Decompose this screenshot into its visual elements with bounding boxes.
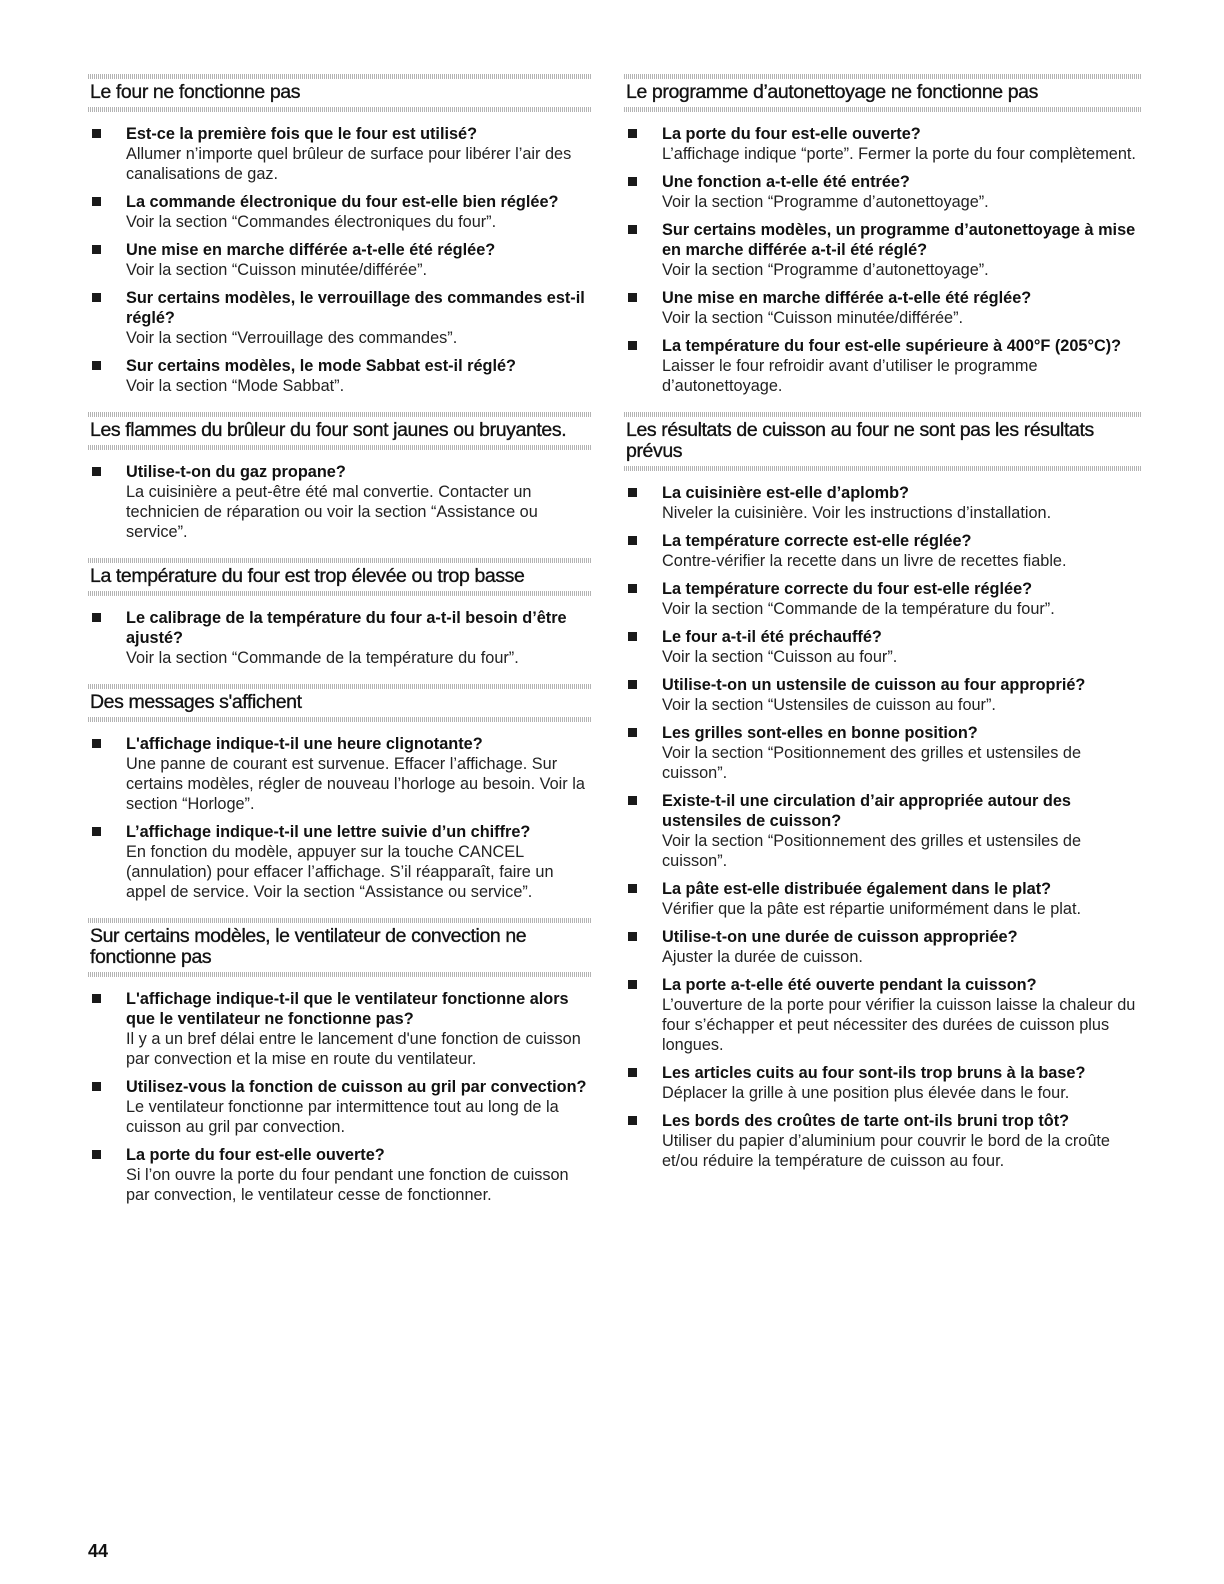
- list-item: [624, 1063, 1142, 1103]
- question: Utilise-t-on du gaz propane?: [126, 463, 346, 481]
- question-list: [88, 462, 591, 542]
- square-bullet-icon: [628, 488, 637, 497]
- list-item: [624, 791, 1142, 871]
- section-title: Le programme d’autonettoyage ne fonctionne pas: [626, 81, 1038, 103]
- troubleshooting-section: [88, 558, 591, 668]
- answer: Voir la section “Programme d’autonettoyage”.: [662, 193, 989, 211]
- list-item: [624, 579, 1142, 619]
- section-title: La température du four est trop élevée ou trop basse: [90, 565, 525, 587]
- list-item: [88, 240, 591, 280]
- square-bullet-icon: [92, 129, 101, 138]
- list-item: [624, 336, 1142, 396]
- question-list: [88, 124, 591, 396]
- question: Le four a-t-il été préchauffé?: [662, 628, 882, 646]
- troubleshooting-section: [624, 74, 1142, 396]
- answer: Allumer n’importe quel brûleur de surface pour libérer l’air des canalisations de gaz.: [126, 145, 572, 183]
- answer: Voir la section “Cuisson au four”.: [662, 648, 898, 666]
- answer: Voir la section “Positionnement des grilles et ustensiles de cuisson”.: [662, 744, 1082, 782]
- square-bullet-icon: [92, 1082, 101, 1091]
- section-header: [88, 74, 591, 112]
- section-header: [624, 412, 1142, 471]
- list-item: [88, 734, 591, 814]
- list-item: [624, 675, 1142, 715]
- answer: Ajuster la durée de cuisson.: [662, 948, 863, 966]
- question: Est-ce la première fois que le four est utilisé?: [126, 125, 478, 143]
- square-bullet-icon: [92, 739, 101, 748]
- answer: Utiliser du papier d’aluminium pour couvrir le bord de la croûte et/ou réduire la température de cuisson au four.: [662, 1132, 1110, 1170]
- square-bullet-icon: [628, 225, 637, 234]
- question: Utilise-t-on une durée de cuisson appropriée?: [662, 928, 1018, 946]
- question: La cuisinière est-elle d’aplomb?: [662, 484, 910, 502]
- square-bullet-icon: [92, 361, 101, 370]
- answer: Contre-vérifier la recette dans un livre de recettes fiable.: [662, 552, 1067, 570]
- question: Une fonction a-t-elle été entrée?: [662, 173, 910, 191]
- square-bullet-icon: [92, 827, 101, 836]
- answer: En fonction du modèle, appuyer sur la touche CANCEL (annulation) pour effacer l’affichage. S’il réapparaît, faire un appel de service. Voir la section “Assistance ou service”.: [126, 843, 554, 901]
- question: Les grilles sont-elles en bonne position?: [662, 724, 978, 742]
- list-item: [88, 1145, 591, 1205]
- list-item: [624, 288, 1142, 328]
- question: Sur certains modèles, le mode Sabbat est-il réglé?: [126, 357, 516, 375]
- list-item: [88, 288, 591, 348]
- list-item: [624, 627, 1142, 667]
- square-bullet-icon: [92, 245, 101, 254]
- square-bullet-icon: [628, 632, 637, 641]
- square-bullet-icon: [92, 994, 101, 1003]
- answer: L’ouverture de la porte pour vérifier la cuisson laisse la chaleur du four s’échapper et peut nécessiter des durées de cuisson plus longues.: [662, 996, 1136, 1054]
- square-bullet-icon: [628, 1068, 637, 1077]
- question: La porte a-t-elle été ouverte pendant la cuisson?: [662, 976, 1037, 994]
- answer: Voir la section “Cuisson minutée/différée”.: [126, 261, 428, 279]
- square-bullet-icon: [628, 932, 637, 941]
- question: Existe-t-il une circulation d’air appropriée autour des ustensiles de cuisson?: [662, 792, 1071, 830]
- square-bullet-icon: [628, 341, 637, 350]
- list-item: [88, 1077, 591, 1137]
- list-item: [88, 608, 591, 668]
- square-bullet-icon: [628, 129, 637, 138]
- section-header: [624, 74, 1142, 112]
- question: Le calibrage de la température du four a-t-il besoin d’être ajusté?: [126, 609, 567, 647]
- square-bullet-icon: [92, 197, 101, 206]
- answer: Voir la section “Mode Sabbat”.: [126, 377, 345, 395]
- list-item: [88, 462, 591, 542]
- list-item: [624, 723, 1142, 783]
- question: La commande électronique du four est-elle bien réglée?: [126, 193, 559, 211]
- troubleshooting-section: [88, 412, 591, 542]
- answer: Voir la section “Commandes électroniques du four”.: [126, 213, 497, 231]
- troubleshooting-section: [88, 74, 591, 396]
- list-item: [624, 531, 1142, 571]
- answer: Niveler la cuisinière. Voir les instructions d’installation.: [662, 504, 1052, 522]
- answer: Il y a un bref délai entre le lancement d'une fonction de cuisson par convection et la mise en route du ventilateur.: [126, 1030, 581, 1068]
- right-column: [624, 74, 1142, 1187]
- answer: Le ventilateur fonctionne par intermittence tout au long de la cuisson au gril par convection.: [126, 1098, 559, 1136]
- square-bullet-icon: [92, 293, 101, 302]
- square-bullet-icon: [628, 536, 637, 545]
- section-header: [88, 684, 591, 722]
- troubleshooting-section: [88, 684, 591, 902]
- section-header: [88, 558, 591, 596]
- list-item: [88, 124, 591, 184]
- list-item: [624, 172, 1142, 212]
- question: L'affichage indique-t-il que le ventilateur fonctionne alors que le ventilateur ne fonctionne pas?: [126, 990, 569, 1028]
- question: La pâte est-elle distribuée également dans le plat?: [662, 880, 1052, 898]
- list-item: [624, 483, 1142, 523]
- question-list: [624, 483, 1142, 1171]
- question: La porte du four est-elle ouverte?: [662, 125, 921, 143]
- page-number: 44: [88, 1541, 109, 1561]
- answer: Une panne de courant est survenue. Effacer l’affichage. Sur certains modèles, régler de nouveau l’horloge au besoin. Voir la section “Horloge”.: [126, 755, 585, 813]
- list-item: [88, 192, 591, 232]
- question: La température correcte est-elle réglée?: [662, 532, 972, 550]
- question: Les bords des croûtes de tarte ont-ils bruni trop tôt?: [662, 1112, 1070, 1130]
- square-bullet-icon: [628, 584, 637, 593]
- section-header: [88, 412, 591, 450]
- section-title: Le four ne fonctionne pas: [90, 81, 301, 103]
- question: L’affichage indique-t-il une lettre suivie d’un chiffre?: [126, 823, 531, 841]
- answer: Vérifier que la pâte est répartie uniformément dans le plat.: [662, 900, 1082, 918]
- section-title: Sur certains modèles, le ventilateur de convection ne fonctionne pas: [90, 925, 527, 968]
- answer: Voir la section “Verrouillage des commandes”.: [126, 329, 458, 347]
- question: Les articles cuits au four sont-ils trop bruns à la base?: [662, 1064, 1086, 1082]
- question-list: [88, 734, 591, 902]
- question: Une mise en marche différée a-t-elle été réglée?: [662, 289, 1032, 307]
- question-list: [88, 608, 591, 668]
- list-item: [624, 927, 1142, 967]
- section-title: Les résultats de cuisson au four ne sont pas les résultats prévus: [626, 419, 1094, 462]
- answer: Déplacer la grille à une position plus élevée dans le four.: [662, 1084, 1070, 1102]
- square-bullet-icon: [92, 467, 101, 476]
- list-item: [624, 879, 1142, 919]
- question: Utilise-t-on un ustensile de cuisson au four approprié?: [662, 676, 1086, 694]
- square-bullet-icon: [628, 884, 637, 893]
- troubleshooting-section: [624, 412, 1142, 1171]
- answer: Laisser le four refroidir avant d’utiliser le programme d’autonettoyage.: [662, 357, 1038, 395]
- question: La température correcte du four est-elle réglée?: [662, 580, 1033, 598]
- square-bullet-icon: [628, 796, 637, 805]
- square-bullet-icon: [628, 728, 637, 737]
- square-bullet-icon: [628, 680, 637, 689]
- square-bullet-icon: [628, 293, 637, 302]
- question: Sur certains modèles, un programme d’autonettoyage à mise en marche différée a-t-il été réglé?: [662, 221, 1136, 259]
- question-list: [624, 124, 1142, 396]
- list-item: [624, 975, 1142, 1055]
- answer: Voir la section “Programme d’autonettoyage”.: [662, 261, 989, 279]
- section-title: Des messages s'affichent: [90, 691, 302, 713]
- list-item: [88, 356, 591, 396]
- square-bullet-icon: [628, 980, 637, 989]
- question: La température du four est-elle supérieure à 400°F (205°C)?: [662, 337, 1122, 355]
- answer: Voir la section “Positionnement des grilles et ustensiles de cuisson”.: [662, 832, 1082, 870]
- answer: Voir la section “Commande de la température du four”.: [126, 649, 519, 667]
- answer: L’affichage indique “porte”. Fermer la porte du four complètement.: [662, 145, 1136, 163]
- answer: Voir la section “Cuisson minutée/différée”.: [662, 309, 964, 327]
- answer: Voir la section “Commande de la température du four”.: [662, 600, 1055, 618]
- list-item: [624, 220, 1142, 280]
- list-item: [624, 124, 1142, 164]
- square-bullet-icon: [628, 1116, 637, 1125]
- question: Une mise en marche différée a-t-elle été réglée?: [126, 241, 496, 259]
- list-item: [88, 989, 591, 1069]
- list-item: [88, 822, 591, 902]
- answer: Voir la section “Ustensiles de cuisson au four”.: [662, 696, 996, 714]
- question: Sur certains modèles, le verrouillage des commandes est-il réglé?: [126, 289, 585, 327]
- troubleshooting-section: [88, 918, 591, 1205]
- answer: Si l’on ouvre la porte du four pendant une fonction de cuisson par convection, le ventilateur cesse de fonctionner.: [126, 1166, 569, 1204]
- square-bullet-icon: [628, 177, 637, 186]
- question-list: [88, 989, 591, 1205]
- square-bullet-icon: [92, 1150, 101, 1159]
- question: L'affichage indique-t-il une heure clignotante?: [126, 735, 483, 753]
- left-column: [88, 74, 591, 1221]
- section-header: [88, 918, 591, 977]
- list-item: [624, 1111, 1142, 1171]
- section-title: Les flammes du brûleur du four sont jaunes ou bruyantes.: [90, 419, 567, 441]
- question: Utilisez-vous la fonction de cuisson au gril par convection?: [126, 1078, 587, 1096]
- answer: La cuisinière a peut-être été mal convertie. Contacter un technicien de réparation ou voir la section “Assistance ou service”.: [126, 483, 538, 541]
- question: La porte du four est-elle ouverte?: [126, 1146, 385, 1164]
- square-bullet-icon: [92, 613, 101, 622]
